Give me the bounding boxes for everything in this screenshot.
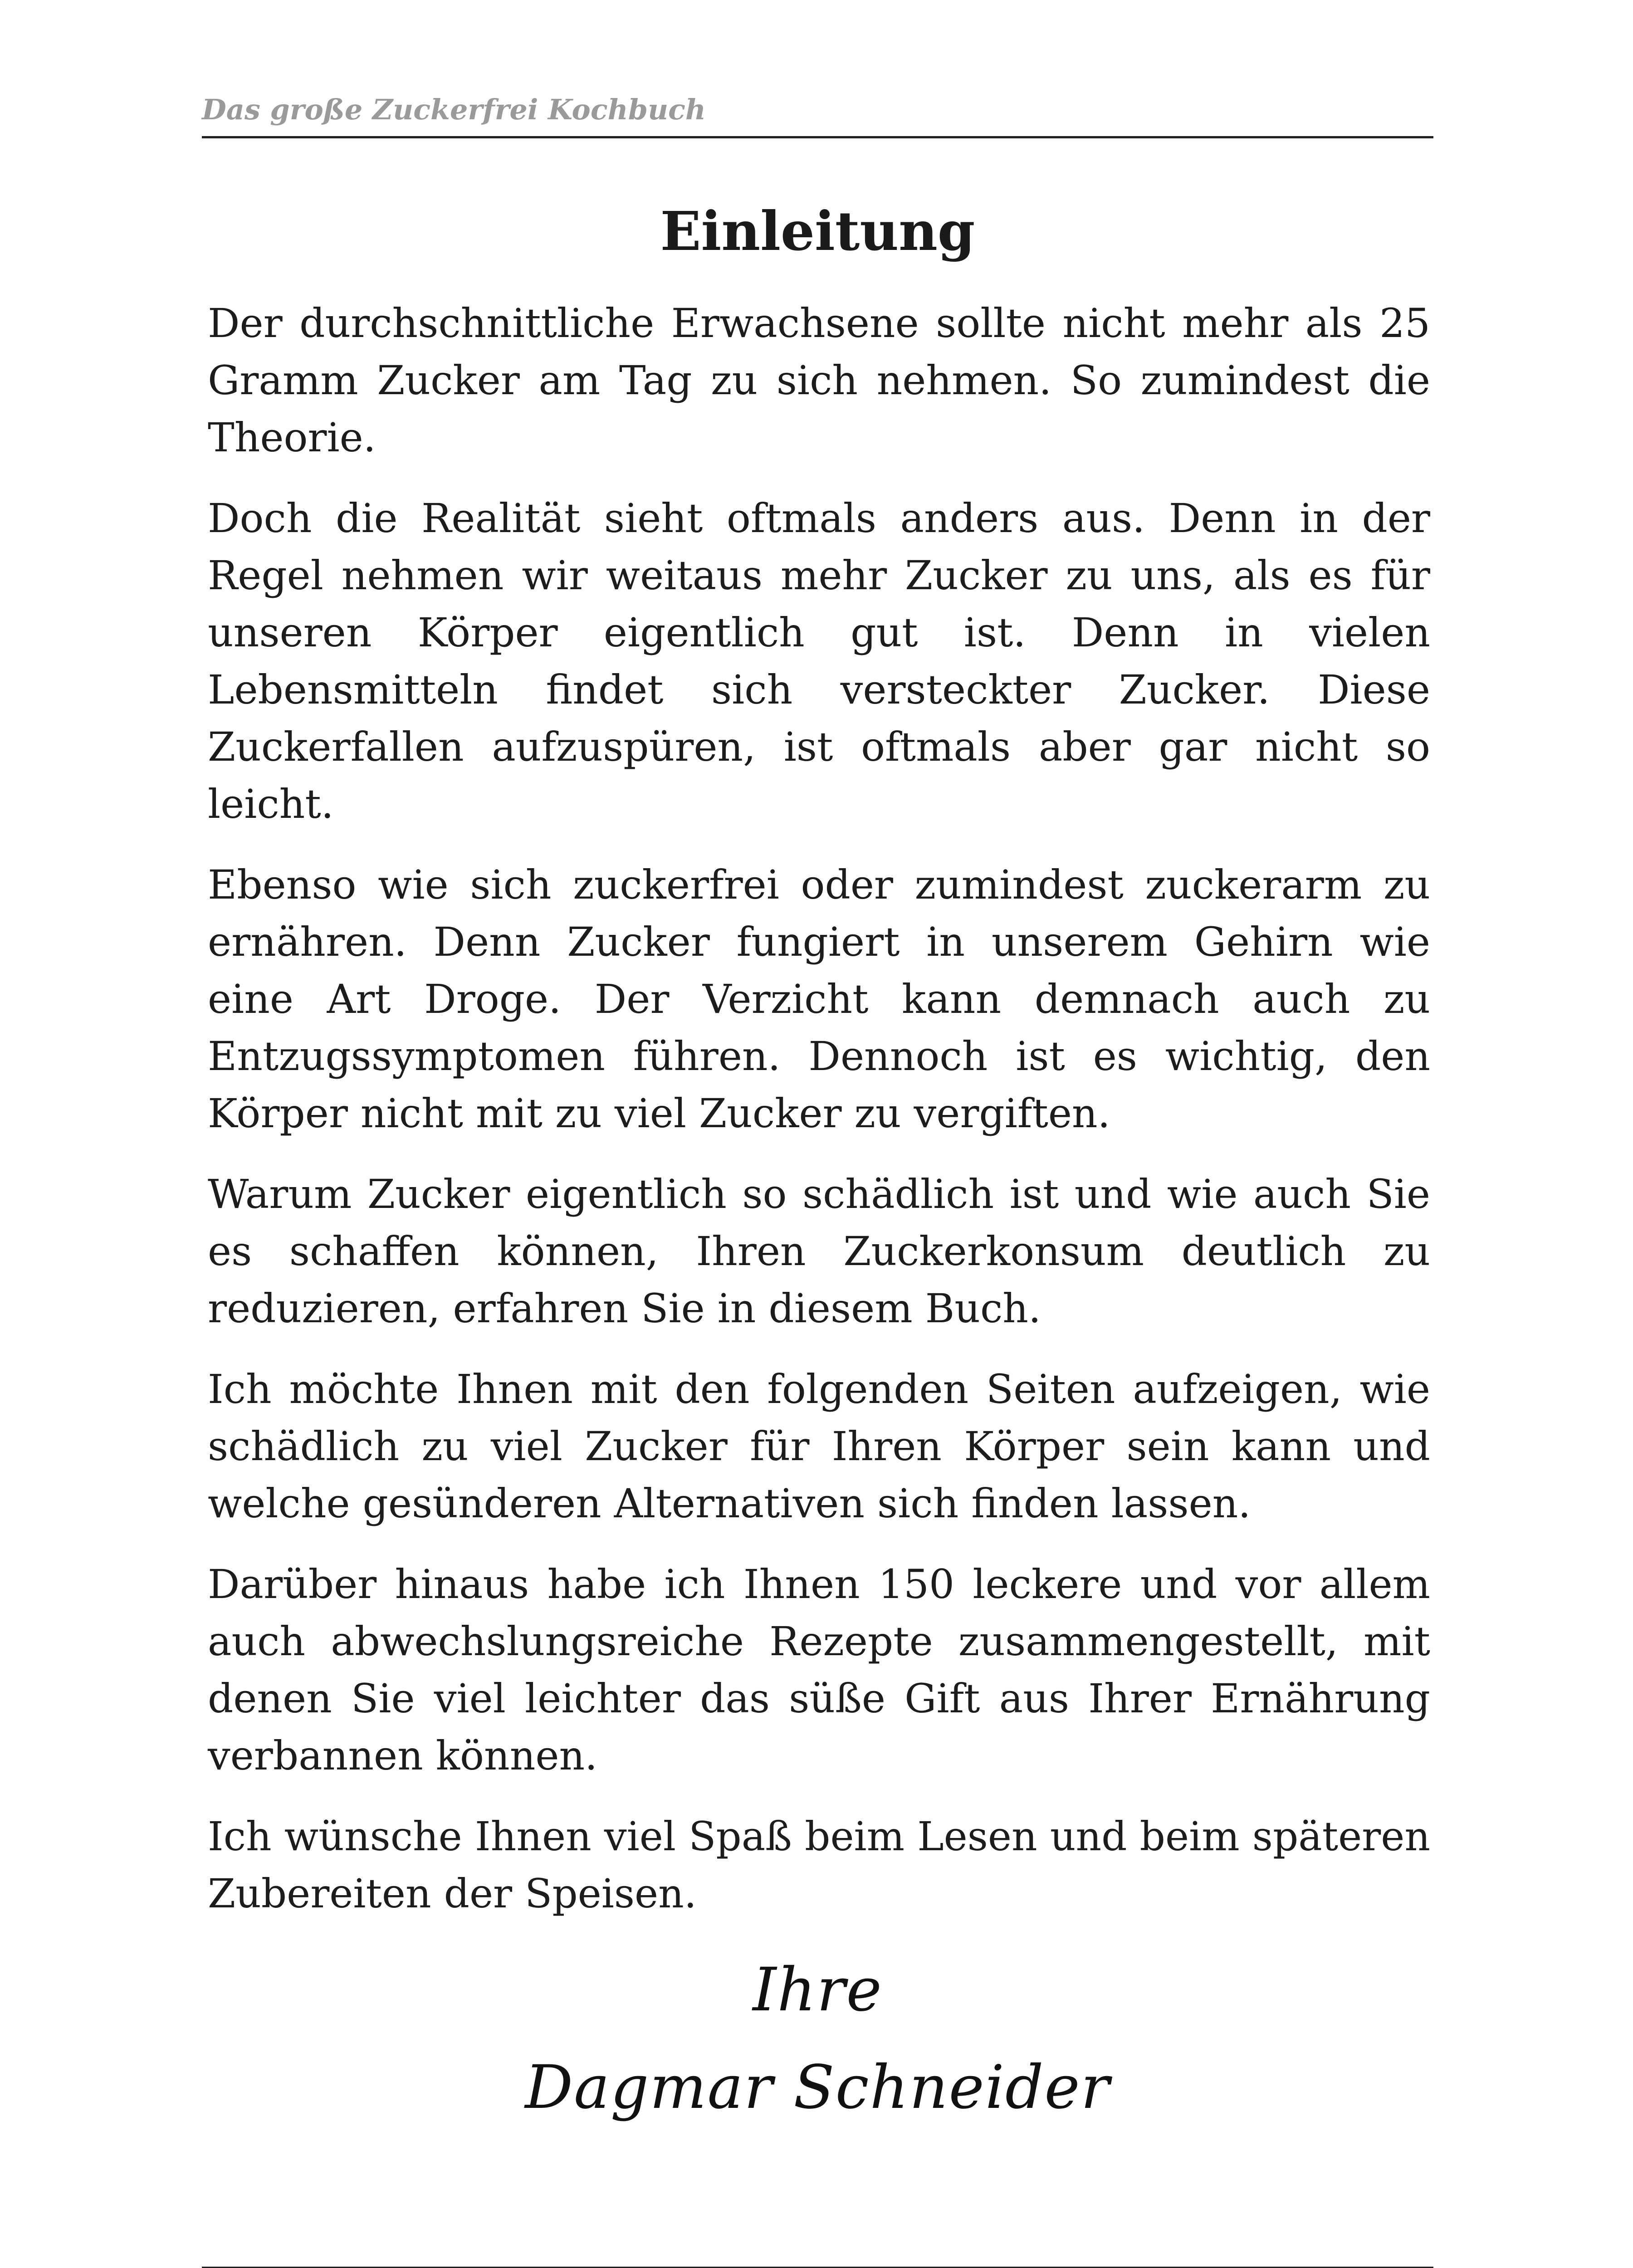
paragraph-5: Ich möchte Ihnen mit den folgenden Seiten aufzeigen, wie schädlich zu viel Zucker für Ihren Körper sein kann und welche gesünderen Alternativen sich finden lassen. — [208, 1366, 1430, 1527]
chapter-body — [208, 295, 1430, 1946]
paragraph-4: Warum Zucker eigentlich so schädlich ist und wie auch Sie es schaffen können, Ihren Zuckerkonsum deutlich zu reduzieren, erfahren Sie in diesem Buch. — [208, 1171, 1430, 1332]
signature-greeting: Ihre — [753, 1955, 883, 2025]
paragraph-2: Doch die Realität sieht oftmals anders aus. Denn in der Regel nehmen wir weitaus mehr Zucker zu uns, als es für unseren Körper eigentlich gut ist. Denn in vielen Lebensmitteln findet sich versteckter Zucker. Diese Zuckerfallen aufzuspüren, ist oftmals aber gar nicht so leicht. — [208, 495, 1430, 827]
paragraph-3: Ebenso wie sich zuckerfrei oder zumindest zuckerarm zu ernähren. Denn Zucker fungiert in unserem Gehirn wie eine Art Droge. Der Verzicht kann demnach auch zu Entzugssymptomen führen. Dennoch ist es wichtig, den Körper nicht mit zu viel Zucker zu vergiften. — [208, 861, 1430, 1137]
chapter-title: Einleitung — [660, 200, 975, 263]
signature-name: Dagmar Schneider — [525, 2053, 1110, 2122]
header-rule — [202, 136, 1433, 138]
paragraph-7: Ich wünsche Ihnen viel Spaß beim Lesen und beim späteren Zubereiten der Speisen. — [208, 1813, 1430, 1917]
paragraph-1: Der durchschnittliche Erwachsene sollte nicht mehr als 25 Gramm Zucker am Tag zu sich nehmen. So zumindest die Theorie. — [208, 300, 1430, 461]
paragraph-6: Darüber hinaus habe ich Ihnen 150 leckere und vor allem auch abwechslungsreiche Rezepte zusammengestellt, mit denen Sie viel leichter das süße Gift aus Ihrer Ernährung verbannen können. — [208, 1561, 1430, 1779]
running-header: Das große Zuckerfrei Kochbuch — [202, 93, 706, 126]
